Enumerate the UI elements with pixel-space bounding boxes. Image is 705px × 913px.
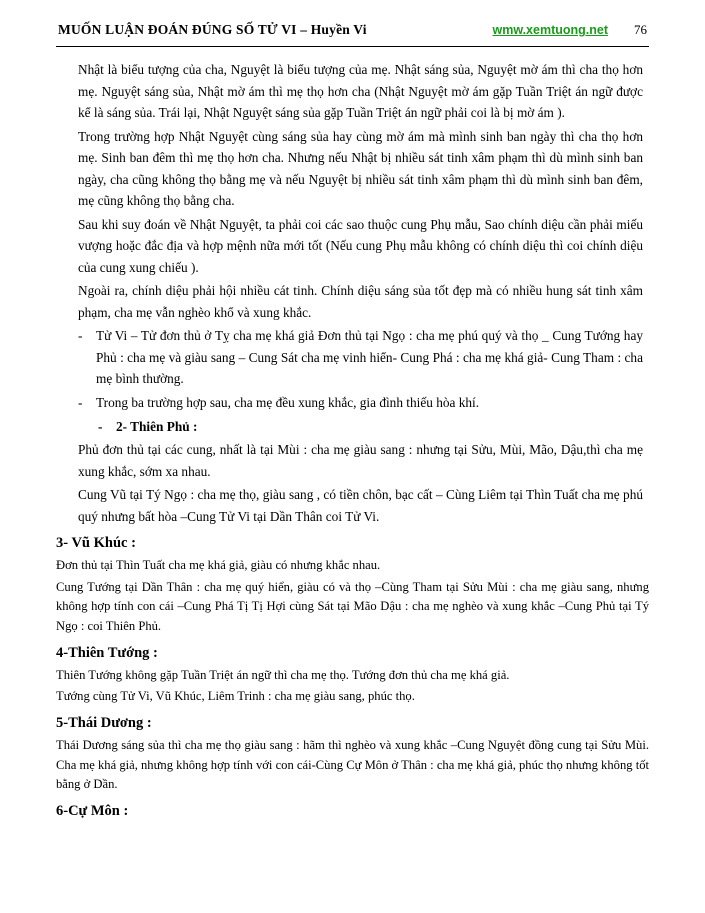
paragraph: Phủ đơn thủ tại các cung, nhất là tại Mùi : cha mẹ giàu sang : nhưng tại Sửu, Mùi, Mão, Dậu,thì cha mẹ xung khắc, sớm xa nhau.: [78, 442, 643, 479]
paragraph: Sau khi suy đoán về Nhật Nguyệt, ta phải coi các sao thuộc cung Phụ mẫu, Sao chính diệu cần phải miếu vượng hoặc đắc địa và hợp mệnh nữa mới tốt (Nếu cung Phụ mẫu không có chính diệu thì coi chính diệu của cung xung chiếu ).: [78, 216, 643, 275]
paragraph: Ngoài ra, chính diệu phải hội nhiều cát tinh. Chính diệu sáng sủa tốt đẹp mà có nhiều hung sát tinh xâm phạm, cha mẹ vẫn nghèo khổ và xung khắc.: [78, 283, 643, 320]
section-paragraph: Đơn thủ tại Thìn Tuất cha mẹ khá giả, giàu có nhưng khắc nhau.: [56, 558, 381, 573]
paragraph: Nhật là biểu tượng của cha, Nguyệt là biểu tượng của mẹ. Nhật sáng sủa, Nguyệt mờ ám thì cha thọ hơn mẹ. Nguyệt sáng sủa, Nhật mờ ám thì mẹ thọ hơn cha (Nhật Nguyệt mờ ám gặp Tuần Triệt án ngữ được kể là sáng sủa. Trái lại, Nhật Nguyệt sáng sủa gặp Tuần Triệt án ngữ phải coi là bị mờ ám ).: [78, 62, 643, 121]
list-item-text: Tử Vi – Tử đơn thủ ở Tỵ cha mẹ khá giả Đơn thủ tại Ngọ : cha mẹ phú quý và thọ _ Cung Tướng hay Phủ : cha mẹ và giàu sang – Cung Sát cha mẹ vinh hiển- Cung Phá : cha mẹ khá giả- Cung Tham : cha mẹ bình thường.: [96, 328, 643, 387]
list-item: [78, 325, 643, 390]
page-header: [56, 18, 649, 44]
header-title: MUỐN LUẬN ĐOÁN ĐÚNG SỐ TỬ VI – Huyền Vi: [58, 22, 367, 37]
dash-bullet: -: [98, 418, 103, 434]
intro-paragraphs: [78, 59, 643, 527]
list-item: [98, 416, 643, 438]
header-divider: [56, 46, 649, 47]
section-heading: 3- Vũ Khúc :: [56, 535, 136, 552]
header-right-group: [492, 22, 647, 38]
page-number: 76: [634, 22, 647, 37]
dash-bullet: -: [78, 394, 83, 410]
section-paragraph: Tướng cùng Tử Vi, Vũ Khúc, Liêm Trinh : cha mẹ giàu sang, phúc thọ.: [56, 689, 415, 704]
section-paragraph: Cung Tướng tại Dần Thân : cha mẹ quý hiển, giàu có và thọ –Cùng Tham tại Sửu Mùi : cha mẹ giàu sang, nhưng không hợp tính con cái –Cung Phá Tị Tị Hợi cùng Sát tại Mão Dậu : cha mẹ nghèo và xung khắc –Cung Phủ tại Tý Ngọ : coi Thiên Phủ.: [56, 579, 649, 633]
list-item-text: 2- Thiên Phủ :: [116, 418, 198, 434]
paragraph: Cung Vũ tại Tý Ngọ : cha mẹ thọ, giàu sang , có tiền chôn, bạc cất – Cùng Liêm tại Thìn Tuất cha mẹ phú quý nhưng bất hòa –Cung Tử Vi tại Dần Thân coi Tử Vi.: [78, 487, 643, 524]
dash-bullet: -: [78, 328, 83, 344]
section-heading: 6-Cự Môn :: [56, 802, 129, 819]
section-heading: 4-Thiên Tướng :: [56, 644, 158, 661]
paragraph: Trong trường hợp Nhật Nguyệt cùng sáng sủa hay cùng mờ ám mà mình sinh ban ngày thì cha thọ hơn mẹ. Sinh ban đêm thì mẹ thọ hơn cha. Nhưng nếu Nhật bị nhiều sát tinh xâm phạm thì dù mình sinh ban ngày, cha cũng không thọ bằng mẹ và nếu Nguyệt bị nhiều sát tinh xâm phạm thì dù mình sinh ban đêm, mẹ cũng không thọ bằng cha.: [78, 128, 643, 209]
section-paragraph: Thiên Tướng không gặp Tuần Triệt án ngữ thì cha mẹ thọ. Tướng đơn thủ cha mẹ khá giả.: [56, 667, 510, 682]
list-item-text: Trong ba trường hợp sau, cha mẹ đều xung khắc, gia đình thiếu hòa khí.: [96, 394, 480, 410]
sections: [56, 533, 649, 821]
section-paragraph: Thái Dương sáng sủa thì cha mẹ thọ giàu sang : hãm thì nghèo và xung khắc –Cung Nguyệt đồng cung tại Sửu Mùi. Cha mẹ khá giả, nhưng không hợp tính với con cái-Cùng Cự Môn ở Thân : cha mẹ khá giả, phúc thọ nhưng không tốt bằng ở Dần.: [56, 738, 649, 792]
website-link[interactable]: wmw.xemtuong.net: [492, 23, 608, 37]
list-item: [78, 392, 643, 414]
section-heading: 5-Thái Dương :: [56, 714, 152, 731]
